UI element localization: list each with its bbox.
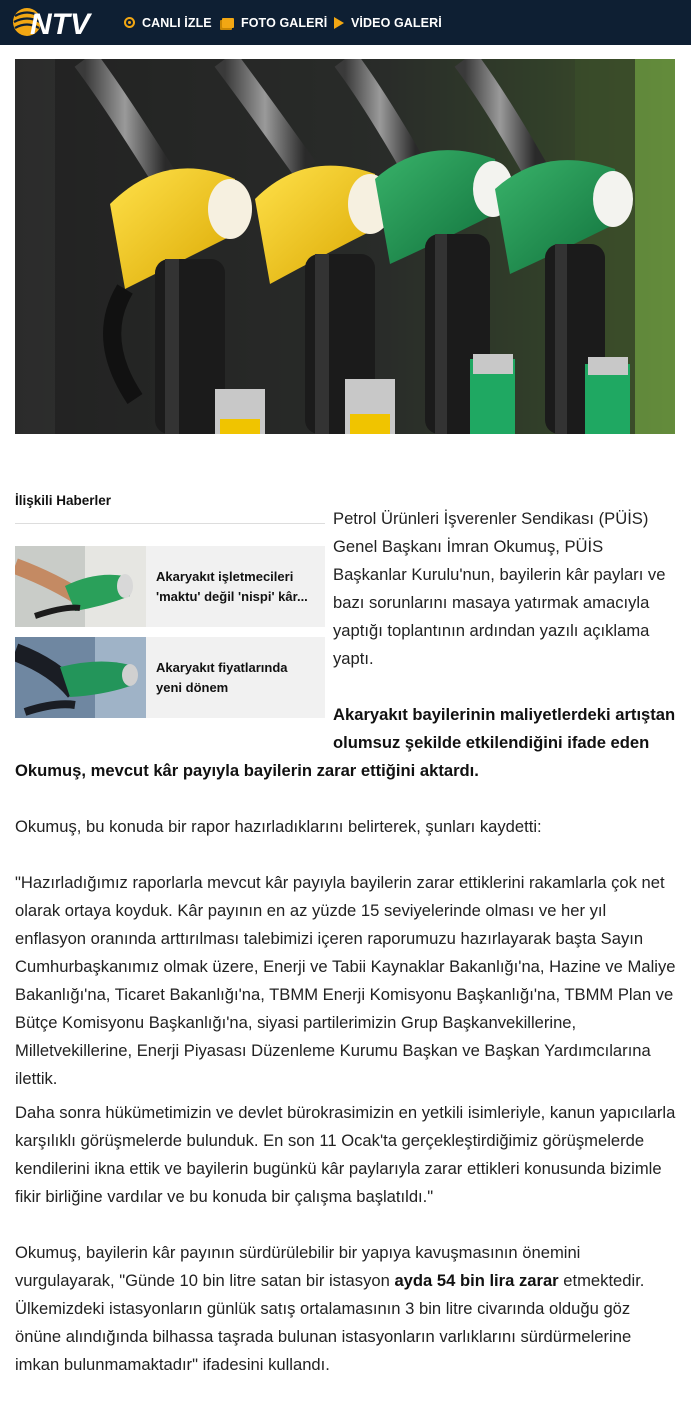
article-p6-highlight: ayda 54 bin lira zarar	[394, 1271, 559, 1290]
article-paragraph-1: Petrol Ürünleri İşverenler Sendikası (PÜİS) Genel Başkanı İmran Okumuş, PÜİS Başkanlar Kurulu'nun, bayilerin kâr payları ve bazı sorunlarını masaya yatırmak amacıyla yaptığı toplantının ardından yazılı açıklama yaptı.	[333, 509, 666, 668]
article-quote-2: Daha sonra hükümetimizin ve devlet bürokrasimizin en yetkili isimleriyle, kanun yapıcılarla karşılıklı görüşmelerde bulunduk. En son 11 Ocak'ta gerçekleştirdiğimiz görüşmelerde kendilerini ikna ettik ve bayilerin bugünkü kâr paylarıyla zarar ettikleri konusunda bizimle fikir birliğine vardılar ve bu konuda bir çalışma başlatıldı."	[15, 1103, 676, 1206]
article-paragraph-6	[15, 1239, 676, 1379]
hero-fuel-pumps-image	[15, 59, 675, 434]
nav-video-gallery[interactable]	[334, 0, 442, 45]
nav-photo-gallery[interactable]	[222, 0, 327, 45]
nav-video-label: VİDEO GALERİ	[351, 15, 442, 30]
nav-photo-label: FOTO GALERİ	[241, 15, 328, 30]
related-news-heading: İlişkili Haberler	[15, 492, 325, 524]
nav-live-watch[interactable]	[124, 0, 212, 45]
photo-gallery-icon	[222, 18, 234, 28]
live-icon	[124, 17, 135, 28]
article-body	[15, 505, 676, 1379]
top-navigation-bar	[0, 0, 691, 45]
article-quote-1: "Hazırladığımız raporlarla mevcut kâr payıyla bayilerin zarar ettiklerini rakamlarla çok net olarak ortaya koyduk. Kâr payının en az yüzde 15 seviyelerinde olması ve her yıl enflasyon oranında arttırılması talebimizi içeren raporumuzu hazırlayarak başta Sayın Cumhurbaşkanımız olmak üzere, Enerji ve Tabii Kaynaklar Bakanlığı'na, Hazine ve Maliye Bakanlığı'na, Ticaret Bakanlığı'na, TBMM Enerji Komisyonu Başkanlığı'na, TBMM Plan ve Bütçe Komisyonu Başkanlığı'na, siyasi partilerimizin Grup Başkanvekillerine, Milletvekillerine, Enerji Piyasası Düzenleme Kurumu Başkan ve Başkan Yardımcılarına ilettik.	[15, 873, 676, 1088]
logo-text: NTV	[30, 8, 90, 39]
nav-live-label: CANLI İZLE	[142, 15, 212, 30]
article-p6-end: etmektedir. Ülkemizdeki istasyonların günlük satış ortalamasının 3 bin litre civarında olduğu göz önüne alındığında bilhassa taşrada bulunan istasyonların varlıklarını sürdürmelerine imkan bulunmamaktadır" ifadesini kullandı.	[15, 1271, 645, 1374]
article-paragraph-3: Okumuş, bu konuda bir rapor hazırladıklarını belirterek, şunları kaydetti:	[15, 817, 542, 836]
article-lead-bold-text: Akaryakıt bayilerinin maliyetlerdeki artıştan olumsuz şekilde etkilendiğini ifade eden Okumuş, mevcut kâr payıyla bayilerin zarar ettiğini aktardı.	[15, 705, 676, 780]
related-news-title[interactable]: Akaryakıt işletmecileri 'maktu' değil 'nispi' kâr...	[156, 568, 308, 604]
ntv-logo[interactable]	[12, 5, 108, 39]
article-p6-start: Okumuş, bayilerin kâr payının sürdürülebilir bir yapıya kavuşmasının önemini vurgulayarak, "Günde 10 bin litre satan bir istasyon	[15, 1243, 581, 1290]
related-news-spacer	[15, 505, 333, 731]
play-icon	[334, 17, 344, 29]
related-news-title[interactable]: Akaryakıt fiyatlarında yeni dönem	[156, 659, 288, 695]
